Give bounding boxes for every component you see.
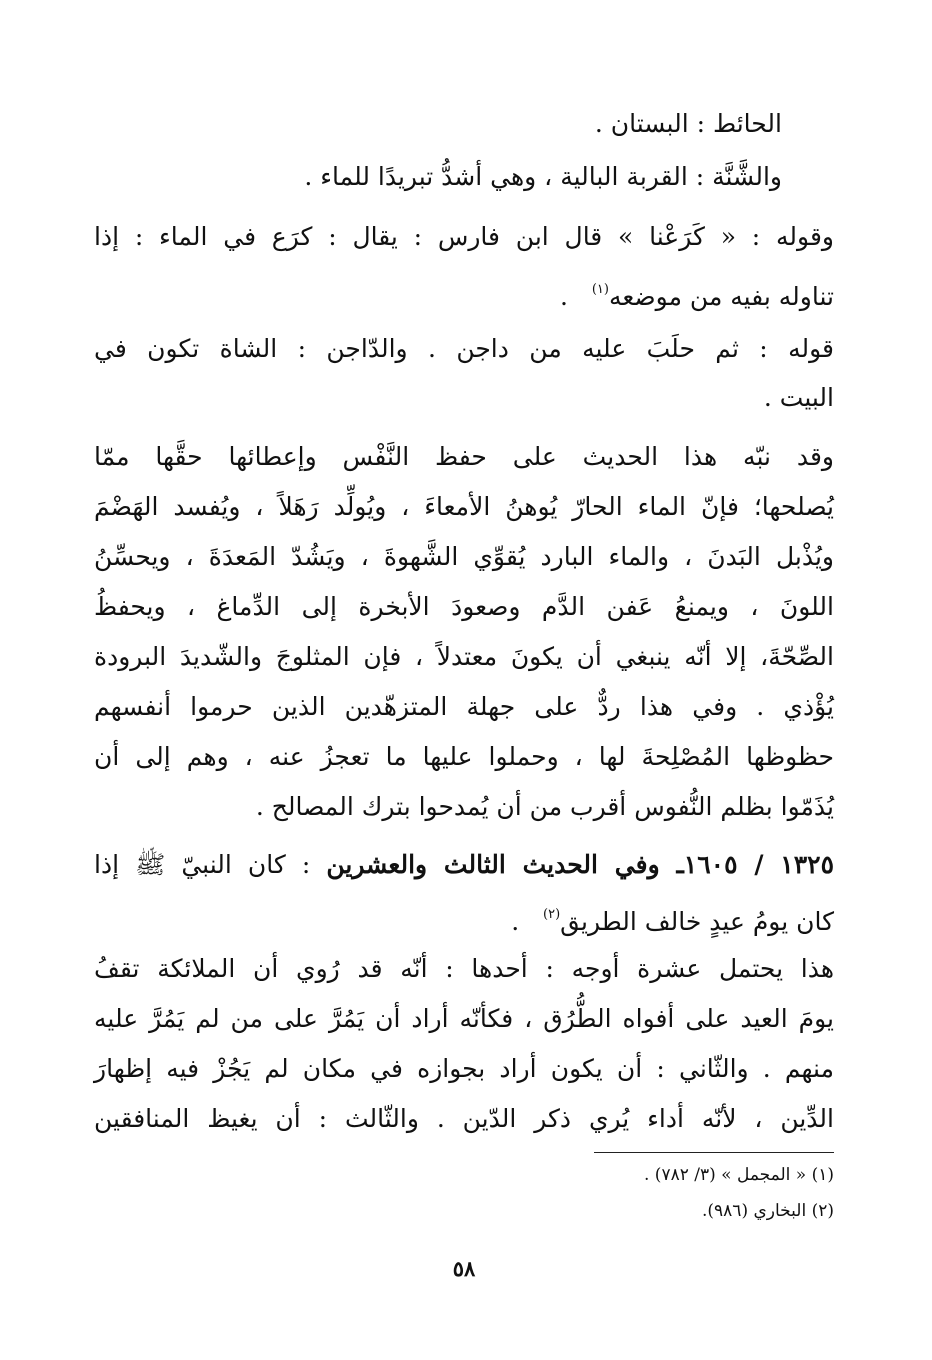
text-line-6: البيت . <box>763 383 834 412</box>
book-page <box>94 96 835 1281</box>
text-line-11: الصِّحّةَ، إلا أنّه ينبغي أن يكونَ معتدلاً ، فإن المثلوجَ والشّديدَ البرودة <box>94 642 834 671</box>
text-line-19: منهم . والثّاني : أن يكون أراد بجوازه في مكان لم يَجُزْ فيه إظهارَ <box>94 1054 834 1083</box>
page-number: ٥٨ <box>452 1256 476 1281</box>
footnote-ref-2: (٢) <box>543 907 561 922</box>
text-line-17: هذا يحتمل عشرة أوجه : أحدها : أنّه قد رُوي أن الملائكة تقفُ <box>94 954 834 983</box>
hadith-number: ١٣٢٥ / ١٦٠٥ـ وفي الحديث الثالث والعشرين <box>326 850 835 879</box>
footnote-divider <box>594 1152 834 1153</box>
period: . <box>560 282 568 311</box>
footnote-2: (٢) البخاري (٩٨٦). <box>701 1201 834 1221</box>
text-line-1: الحائط : البستان . <box>594 109 782 138</box>
line-text: كان يومُ عيدٍ خالف الطريق <box>560 907 834 936</box>
text-line-5: قوله : ثم حلَبَ عليه من داجن . والدّاجن : الشاة تكون في <box>94 334 834 363</box>
text-line-12: يُؤْذي . وفي هذا ردٌّ على جهلة المتزهّدين الذين حرموا أنفسهم <box>94 692 834 721</box>
text-line-4 <box>560 272 834 315</box>
text-line-2: والشَّنَّة : القربة البالية ، وهي أشدُّ تبريدًا للماء . <box>304 162 782 191</box>
text-line-13: حظوظها المُصْلِحةَ لها ، وحملوا عليها ما تعجزُ عنه ، وهم إلى أن <box>94 742 834 771</box>
line-text: تناوله بفيه من موضعه <box>608 282 834 311</box>
text-line-3: وقوله : « كَرَعْنا » قال ابن فارس : يقال : كرَع في الماء : إذا <box>94 222 834 251</box>
text-line-20: الدِّين ، لأنّه أداء يُري ذكر الدّين . والثّالث : أن يغيظ المنافقين <box>94 1104 834 1133</box>
text-line-16 <box>511 897 834 940</box>
period: . <box>511 907 520 936</box>
footnote-ref-1: (١) <box>591 282 609 297</box>
text-line-14: يُذَمّوا بظلم النُّفوس أقرب من أن يُمدحوا بترك المصالح . <box>255 792 834 821</box>
hadith-heading-line <box>94 847 834 883</box>
text-line-9: ويُذْبل البَدنَ ، والماء البارد يُقوِّي الشَّهوةَ ، ويَشُدّ المَعدَةَ ، ويحسِّنُ <box>94 542 834 571</box>
text-line-7: وقد نبّه هذا الحديث على حفظ النَّفْس وإعطائها حقَّها ممّا <box>94 442 834 471</box>
footnote-1: (١) « المجمل » (٣/ ٧٨٢) . <box>643 1165 834 1185</box>
text-line-8: يُصلحها؛ فإنّ الماء الحارّ يُوهنُ الأمعاءَ ، ويُولِّد رَهَلاً ، ويُفسد الهَضْمَ <box>94 492 834 521</box>
text-line-10: اللونَ ، ويمنعُ عَفن الدَّم وصعودَ الأبخرة إلى الدِّماغ ، ويحفظُ <box>94 592 834 621</box>
hadith-text: : كان النبيّ ﷺ إذا <box>94 850 327 879</box>
text-line-18: يومَ العيد على أفواه الطُّرُق ، فكأنّه أراد أن يَمُرَّ على من لم يَمُرَّ عليه <box>94 1004 834 1033</box>
